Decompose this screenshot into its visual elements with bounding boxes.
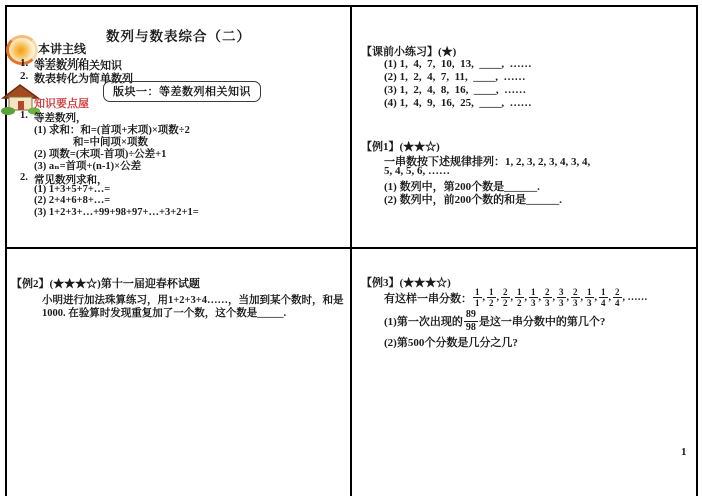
fraction-separator: , [594, 292, 597, 304]
mainline-item-2-no: 2. [20, 70, 29, 82]
example1-header: 【例1】(★★☆) [361, 141, 440, 153]
example3-intro-label: 有这样一串分数： [384, 292, 472, 305]
knowledge-line: (1) 求和：和=(首项+末项)×项数÷2 [34, 125, 190, 136]
knowledge-line: (3) aₙ=首项+(n-1)×公差 [34, 161, 142, 172]
slide-example3 [350, 247, 698, 496]
fraction-separator: , [580, 292, 583, 304]
module-box: 版块一：等差数列相关知识 [103, 81, 261, 102]
knowledge-2-head: 常见数列求和， [34, 175, 108, 186]
fraction-separator: , [496, 292, 499, 304]
fraction: $\frac{2}{4}$ [615, 287, 620, 309]
sequence-item-4: (4) 1, 4, 9, 16, 25, ____, …… [384, 97, 532, 109]
mainline-item-2: 数表转化为简单数列 [34, 73, 133, 85]
sequence-item-2: (2) 1, 2, 4, 7, 11, ____, …… [384, 71, 526, 83]
fraction-separator: , [538, 292, 541, 304]
lecture-title: 数列与数表综合（二） [106, 29, 251, 44]
fraction-separator: , [552, 292, 555, 304]
knowledge-line: 和=中间项×项数 [73, 137, 148, 148]
question-1-post: 是这一串分数中的第几个? [478, 316, 606, 328]
practice-header: 【课前小练习】(★) [361, 46, 457, 58]
mainline-label: 本讲主线 [38, 40, 86, 60]
knowledge-line: (2) 项数=(末项-首项)÷公差+1 [34, 149, 167, 160]
sequence-tail: , …… [622, 292, 648, 304]
page-number: 1 [681, 446, 687, 458]
slide-practice-example1 [350, 5, 698, 249]
fraction: $\frac{2}{2}$ [503, 287, 508, 309]
example3-question-2: (2)第500个分数是几分之几? [384, 337, 518, 349]
fraction: $\frac{3}{3}$ [559, 287, 564, 309]
fraction: $\frac{1}{2}$ [489, 287, 494, 309]
fraction: $\frac{1}{3}$ [587, 287, 592, 309]
fraction: $\frac{2}{3}$ [545, 287, 550, 309]
knowledge-line: (3) 1+2+3+…+99+98+97+…+3+2+1= [34, 207, 199, 218]
sequence-item-1: (1) 1, 4, 7, 10, 13, ____, …… [384, 58, 532, 70]
fraction-separator: , [566, 292, 569, 304]
example3-question-1 [384, 309, 605, 333]
knowledge-2-no: 2. [20, 172, 28, 183]
example3-fraction-sequence [384, 287, 649, 309]
example1-line-2: 5, 4, 5, 6, …… [384, 165, 450, 177]
sequence-item-3: (3) 1, 2, 4, 8, 16, ____, …… [384, 84, 527, 96]
fraction-separator: , [510, 292, 513, 304]
fraction: $\frac{1}{4}$ [601, 287, 606, 309]
slide-outline-knowledge [5, 5, 352, 249]
knowledge-1-no: 1. [20, 110, 28, 121]
fraction: $\frac{2}{3}$ [573, 287, 578, 309]
example3-header: 【例3】(★★★☆) [361, 277, 451, 289]
slide-example2 [5, 247, 352, 496]
question-1-pre: (1)第一次出现的 [384, 316, 463, 328]
mainline-item-1-no: 1. [20, 57, 29, 69]
knowledge-line: (1) 1+3+5+7+…= [34, 184, 111, 195]
mainline-item-1: 等差数列相关知识 [34, 60, 122, 72]
fraction: $\frac{1}{2}$ [517, 287, 522, 309]
example1-question-2: (2) 数列中，前200个数的和是______. [384, 194, 562, 206]
fraction: $\frac{1}{3}$ [531, 287, 536, 309]
knowledge-1-head: 等差数列， [34, 113, 87, 124]
example2-line-1: 小明进行加法珠算练习，用1+2+3+4……，当加到某个数时，和是 [42, 295, 344, 306]
fraction: $\frac{1}{1}$ [475, 287, 480, 309]
fraction-separator: , [482, 292, 485, 304]
fraction-separator: , [608, 292, 611, 304]
example2-header: 【例2】(★★★☆)第十一届迎春杯试题 [11, 278, 200, 290]
example1-question-1: (1) 数列中，第200个数是______. [384, 181, 540, 193]
knowledge-line: (2) 2+4+6+8+…= [34, 195, 111, 206]
example2-line-2: 1000. 在验算时发现重复加了一个数，这个数是_____. [42, 308, 287, 319]
knowledge-house-label: 知识要点屋 [34, 98, 89, 110]
example1-line-1: 一串数按下述规律排列：1, 2, 3, 2, 3, 4, 3, 4, [384, 156, 591, 168]
fraction-separator: , [524, 292, 527, 304]
fraction-89-98: $\frac{89}{98}$ [465, 309, 476, 333]
